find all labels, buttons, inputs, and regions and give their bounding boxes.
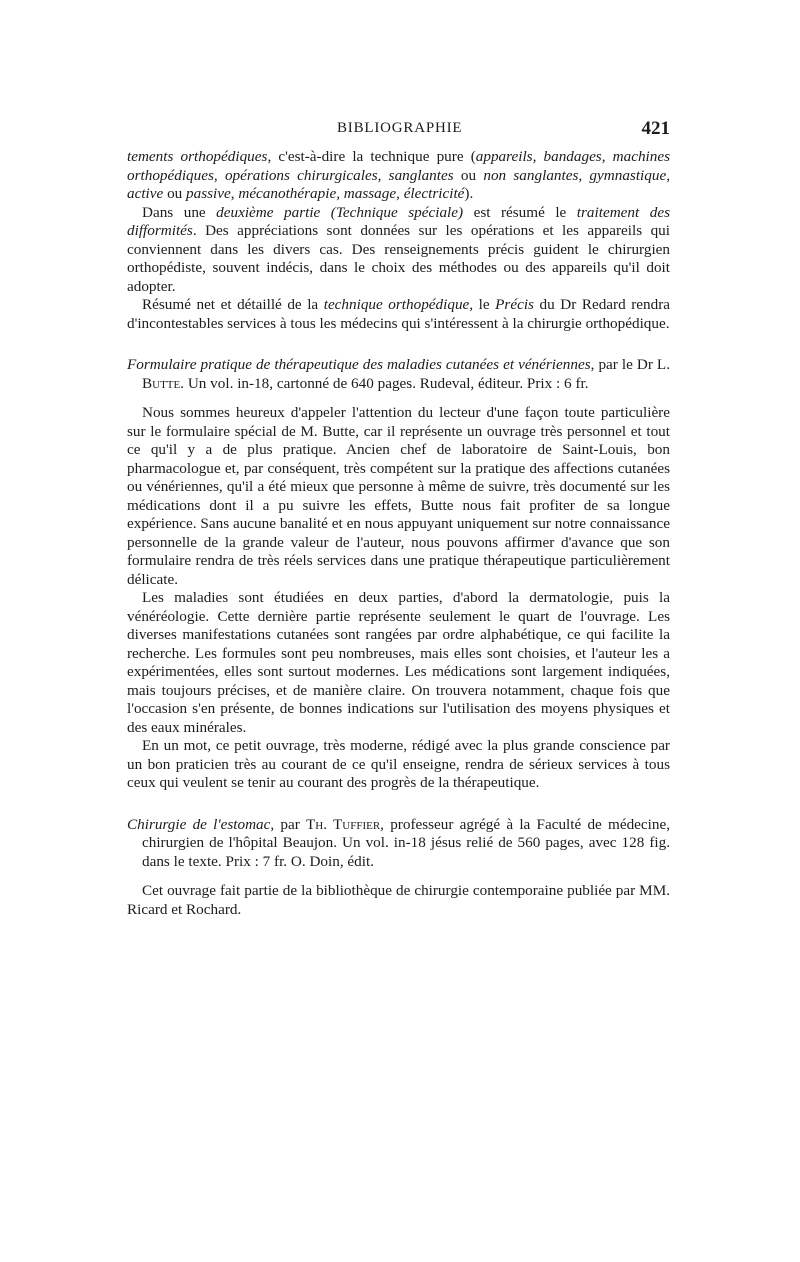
book-author: Butte xyxy=(142,374,181,392)
review-body-paragraph: Nous sommes heureux d'appeler l'attention du lecteur d'une façon toute particulière sur le formulaire spécial de M. Butte, car il représente un ouvrage très personnel et tout ce qu'il y a de plus pratique. Ancien chef de laboratoire de Saint-Louis, bon pharmacologue et, par conséquent, très compétent sur la pratique des affections cutanées ou vénériennes, qu'il a été mieux que personne à même de suivre, très documenté sur les médications dont il a pu suivre les effets, Butte nous fait profiter de sa longue expérience. Sans aucune banalité et en nous appuyant uniquement sur notre connaissance personnelle de la grande valeur de l'auteur, nous pouvons affirmer d'avance que son formulaire rendra de très réels services dans une pratique thérapeutique particulièrement délicate. xyxy=(127,404,670,588)
paragraph-resume: Résumé net et détaillé de la technique orthopédique, le Précis du Dr Redard rendra d'incontestables services à tous les médecins qui s'intéressent à la chirurgie orthopédique. xyxy=(127,296,671,332)
review-heading-formulaire: Formulaire pratique de thérapeutique des maladies cutanées et vénériennes, par le Dr L. Butte. Un vol. in-18, cartonné de 640 pages. Rudeval, éditeur. Prix : 6 fr. xyxy=(127,356,670,392)
paragraph-deuxieme-partie: Dans une deuxième partie (Technique spéciale) est résumé le traitement des difformités. Des appréciations sont données sur les opérations et les appareils qui conviennent dans les divers cas. Des renseignements précis guident le chirurgien orthopédiste, souvent indécis, dans le choix des méthodes ou des appareils qu'il doit adopter. xyxy=(127,203,670,295)
book-details: . Un vol. in-18, cartonné de 640 pages. Rudeval, éditeur. Prix : 6 fr. xyxy=(180,374,589,392)
review-body-paragraph: Cet ouvrage fait partie de la bibliothèque de chirurgie contemporaine publiée par MM. Ricard et Rochard. xyxy=(127,882,670,918)
running-head xyxy=(127,118,670,148)
book-details: , professeur agrégé à la Faculté de médecine, chirurgien de l'hôpital Beaujon. Un vol. in-18 jésus relié de 560 pages, avec 128 fig. dans le texte. Prix : 7 fr. O. Doin, édit. xyxy=(142,815,670,870)
italic-phrase: tements orthopédiques xyxy=(127,148,268,165)
book-title: Formulaire pratique de thérapeutique des maladies cutanées et vénériennes xyxy=(127,356,591,373)
review-body-paragraph: Les maladies sont étudiées en deux parties, d'abord la dermatologie, puis la vénéréologie. Cette dernière partie représente seulement le quart de l'ouvrage. Les diverses manifestations cutanées sont rangées par ordre alphabétique, ce qui facilite la recherche. Les formules sont peu nombreuses, mais elles sont choisies, et l'auteur les a expérimentées, elles sont surtout modernes. Les médications sont largement indiquées, mais toujours précises, et de manière claire. On trouvera notamment, chaque fois que l'occasion s'en présente, de bonnes indications sur l'utilisation des moyens physiques et des eaux minérales. xyxy=(127,589,670,736)
running-title: BIBLIOGRAPHIE xyxy=(337,120,463,136)
review-body-paragraph: En un mot, ce petit ouvrage, très moderne, rédigé avec la plus grande conscience par un bon praticien très au courant de ce qu'il enseigne, rendra de sérieux services à tous ceux qui veulent se tenir au courant des progrès de la thérapeutique. xyxy=(127,737,670,791)
book-author: Th. Tuffier xyxy=(306,815,381,833)
review-heading-chirurgie: Chirurgie de l'estomac, par Th. Tuffier, professeur agrégé à la Faculté de médecine, chirurgien de l'hôpital Beaujon. Un vol. in-18 jésus relié de 560 pages, avec 128 fig. dans le texte. Prix : 7 fr. O. Doin, édit. xyxy=(127,815,670,870)
page-number: 421 xyxy=(641,118,670,139)
paragraph-technique-generale: tements orthopédiques, c'est-à-dire la technique pure (appareils, bandages, machines orthopédiques, opérations chirurgicales, sanglantes ou non sanglantes, gymnastique, active ou passive, mécanothérapie, massage, électricité). xyxy=(127,148,671,202)
page xyxy=(127,118,670,919)
book-title: Chirurgie de l'estomac xyxy=(127,815,271,833)
